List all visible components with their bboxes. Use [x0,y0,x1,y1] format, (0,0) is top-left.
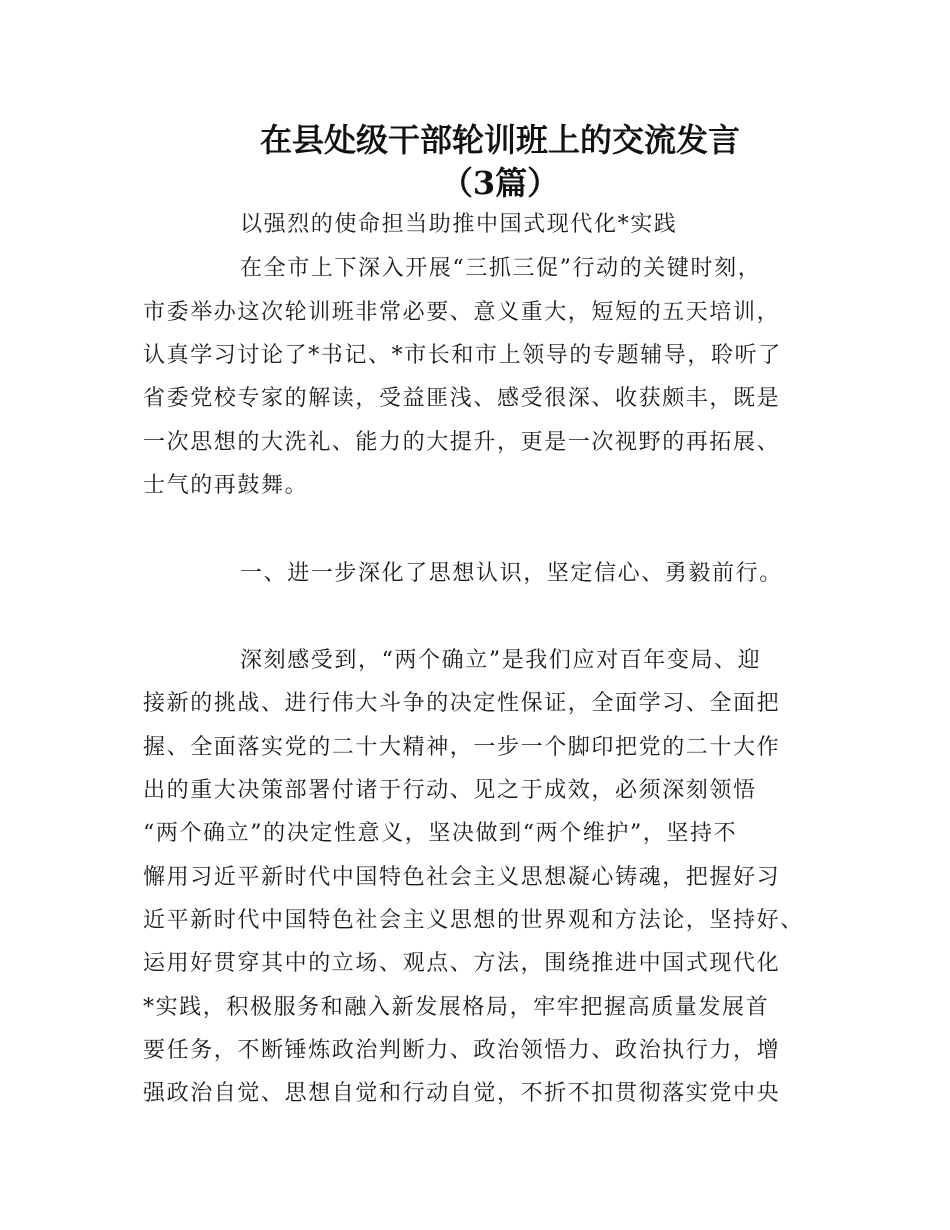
paragraph-line: *实践，积极服务和融入新发展格局，牢牢把握高质量发展首 [143,995,770,1020]
paragraph-line: 市委举办这次轮训班非常必要、意义重大，短短的五天培训， [143,300,781,325]
paragraph-line: 在全市上下深入开展“三抓三促”行动的关键时刻， [240,256,762,281]
paragraph-line: 深刻感受到，“两个确立”是我们应对百年变局、迎 [240,648,762,673]
paragraph-line: 一次思想的大洗礼、能力的大提升，更是一次视野的再拓展、 [143,430,781,455]
paragraph-line: 省委党校专家的解读，受益匪浅、感受很深、收获颇丰，既是 [143,386,781,411]
paragraph-line: 出的重大决策部署付诸于行动、见之于成效，必须深刻领悟 [143,778,757,803]
document-title-count: （3篇） [440,164,560,202]
paragraph-line: 近平新时代中国特色社会主义思想的世界观和方法论，坚持好、 [143,908,804,933]
paragraph-line: 认真学习讨论了*书记、*市长和市上领导的专题辅导，聆听了 [143,343,782,368]
section-heading: 一、进一步深化了思想认识，坚定信心、勇毅前行。 [240,561,783,586]
document-subtitle: 以强烈的使命担当助推中国式现代化*实践 [240,212,678,237]
paragraph-line: 士气的再鼓舞。 [143,473,309,498]
paragraph-line: 强政治自觉、思想自觉和行动自觉，不折不扣贯彻落实党中央 [143,1081,781,1106]
paragraph-line: 懈用习近平新时代中国特色社会主义思想凝心铸魂，把握好习 [143,865,781,890]
paragraph-line: 运用好贯穿其中的立场、观点、方法，围绕推进中国式现代化 [143,951,781,976]
paragraph-line: 要任务，不断锤炼政治判断力、政治领悟力、政治执行力，增 [143,1038,781,1063]
paragraph-line: “两个确立”的决定性意义，坚决做到“两个维护”，坚持不 [143,821,738,846]
document-title: 在县处级干部轮训班上的交流发言 [259,121,740,159]
paragraph-line: 握、全面落实党的二十大精神，一步一个脚印把党的二十大作 [143,735,781,760]
paragraph-line: 接新的挑战、进行伟大斗争的决定性保证，全面学习、全面把 [143,691,781,716]
